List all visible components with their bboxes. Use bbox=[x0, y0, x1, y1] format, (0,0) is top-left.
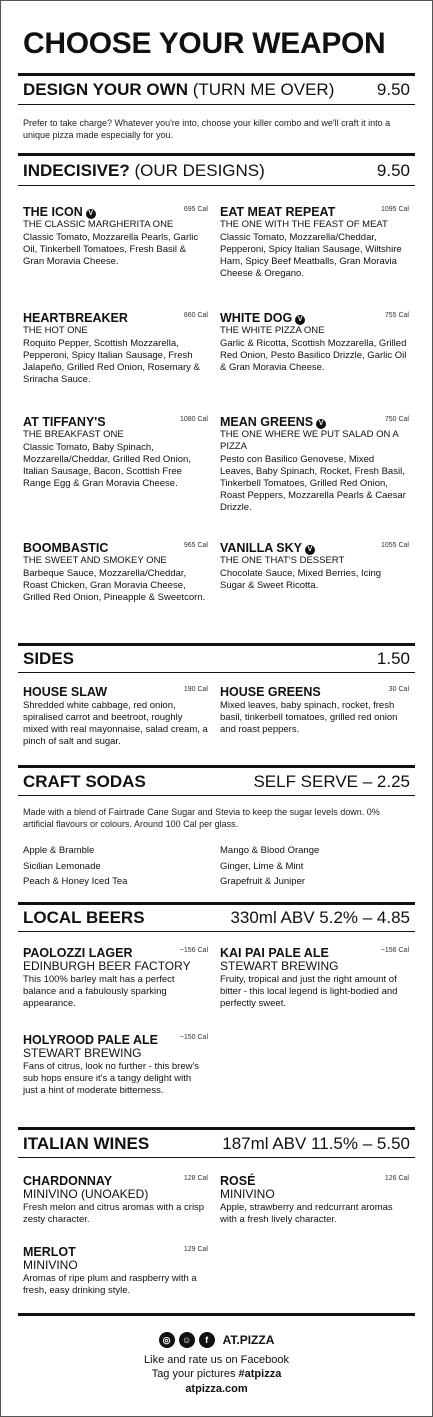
wine-item bbox=[23, 1174, 208, 1226]
divider bbox=[18, 1127, 415, 1130]
section-name: INDECISIVE? bbox=[23, 161, 130, 180]
item-name: ROSÉ bbox=[220, 1174, 256, 1188]
divider bbox=[18, 931, 415, 932]
facebook-line: Like and rate us on Facebook bbox=[144, 1354, 289, 1366]
soda-flavour: Peach & Honey Iced Tea bbox=[23, 876, 128, 887]
instagram-icon[interactable]: ◎ bbox=[159, 1332, 175, 1348]
section-craft-sodas bbox=[23, 772, 410, 792]
section-name: DESIGN YOUR OWN bbox=[23, 80, 188, 99]
soda-flavour: Ginger, Lime & Mint bbox=[220, 860, 304, 872]
divider bbox=[18, 73, 415, 76]
item-description: Roquito Pepper, Scottish Mozzarella, Pepperoni, Spicy Italian Sausage, Fresh Jalapeño, Grilled Red Onion, Rosemary & Sriracha Sauce. bbox=[23, 338, 200, 385]
item-name: PAOLOZZI LAGER bbox=[23, 946, 133, 960]
soda-flavour: Mango & Blood Orange bbox=[220, 845, 320, 856]
item-calories: 750 Cal bbox=[384, 416, 409, 423]
item-subtitle: THE SWEET AND SMOKEY ONE bbox=[23, 555, 167, 566]
item-subtitle: THE ONE THAT'S DESSERT bbox=[220, 555, 345, 566]
soda-list-left bbox=[23, 843, 127, 890]
item-description: Classic Tomato, Baby Spinach, Mozzarella/Cheddar, Grilled Red Onion, Italian Sausage, Bacon, Scottish Free Range Egg & Gran Moravia Cheese. bbox=[23, 442, 191, 489]
pizza-item bbox=[220, 541, 409, 592]
vegetarian-icon: V bbox=[295, 315, 305, 325]
pizza-item bbox=[23, 541, 208, 604]
beer-item bbox=[23, 946, 208, 1010]
pizza-item bbox=[23, 205, 208, 268]
section-indecisive bbox=[23, 161, 410, 181]
divider bbox=[18, 104, 415, 105]
item-name: BOOMBASTIC bbox=[23, 541, 109, 555]
pizza-item bbox=[220, 311, 409, 374]
item-subtitle: MINIVINO bbox=[220, 1187, 275, 1201]
social-row bbox=[1, 1332, 432, 1348]
section-name: SIDES bbox=[23, 649, 75, 668]
hashtag-line bbox=[1, 1367, 432, 1381]
item-subtitle: STEWART BREWING bbox=[23, 1046, 142, 1060]
vegetarian-icon: V bbox=[305, 545, 315, 555]
item-calories: ~156 Cal bbox=[380, 947, 409, 954]
page-title: CHOOSE YOUR WEAPON bbox=[23, 27, 386, 60]
divider bbox=[18, 1313, 415, 1316]
item-subtitle: THE ONE WITH THE FEAST OF MEAT bbox=[220, 219, 388, 230]
item-description: Barbeque Sauce, Mozzarella/Cheddar, Roast Chicken, Gran Moravia Cheese, Grilled Red Onion, Pineapple & Sweetcorn. bbox=[23, 568, 206, 603]
item-name: HEARTBREAKER bbox=[23, 311, 128, 325]
item-description: Classic Tomato, Mozzarella Pearls, Garlic Oil, Tinkerbell Tomatoes, Fresh Basil & Gran Moravia Cheese. bbox=[23, 232, 199, 267]
section-tag: (TURN ME OVER) bbox=[187, 80, 335, 99]
item-calories: 965 Cal bbox=[183, 542, 208, 549]
section-local-beers bbox=[23, 908, 410, 928]
side-item bbox=[220, 685, 409, 736]
divider bbox=[18, 1157, 415, 1158]
divider bbox=[18, 672, 415, 673]
hashtag-prefix: Tag your pictures bbox=[151, 1368, 239, 1380]
divider bbox=[18, 902, 415, 905]
website-link[interactable]: atpizza.com bbox=[185, 1383, 248, 1395]
item-name: KAI PAI PALE ALE bbox=[220, 946, 329, 960]
item-name: MERLOT bbox=[23, 1245, 76, 1259]
item-subtitle: EDINBURGH BEER FACTORY bbox=[23, 959, 191, 973]
facebook-icon[interactable]: f bbox=[199, 1332, 215, 1348]
side-item bbox=[23, 685, 208, 748]
divider bbox=[18, 765, 415, 768]
section-price: 9.50 bbox=[376, 80, 410, 99]
item-name: HOUSE GREENS bbox=[220, 685, 321, 699]
item-description: Apple, strawberry and redcurrant aromas with a fresh lively character. bbox=[220, 1202, 393, 1225]
section-tag: (OUR DESIGNS) bbox=[129, 161, 265, 180]
section-italian-wines bbox=[23, 1134, 410, 1154]
item-description: Pesto con Basilico Genovese, Mixed Leaves, Baby Spinach, Rocket, Fresh Basil, Tinkerbell Tomatoes, Grilled Red Onion, Roast Peppers, Mozzarella Pearls & Caesar Drizzle. bbox=[220, 454, 406, 513]
section-price: 187ml ABV 11.5% – 5.50 bbox=[222, 1134, 410, 1153]
item-calories: 860 Cal bbox=[183, 312, 208, 319]
item-name: VANILLA SKY bbox=[220, 541, 302, 555]
section-sides bbox=[23, 649, 410, 669]
vegetarian-icon: V bbox=[86, 209, 96, 219]
item-subtitle: THE HOT ONE bbox=[23, 325, 88, 336]
item-description: Aromas of ripe plum and raspberry with a fresh, easy drinking style. bbox=[23, 1273, 197, 1296]
item-name: HOUSE SLAW bbox=[23, 685, 108, 699]
item-name: EAT MEAT REPEAT bbox=[220, 205, 336, 219]
item-name: THE ICON bbox=[23, 205, 83, 219]
item-name: CHARDONNAY bbox=[23, 1174, 113, 1188]
beer-item bbox=[220, 946, 409, 1010]
item-name: HOLYROOD PALE ALE bbox=[23, 1033, 158, 1047]
design-note: Prefer to take charge? Whatever you're into, choose your killer combo and we'll craft it into a unique pizza made especially for you. bbox=[23, 118, 391, 140]
section-name: CRAFT SODAS bbox=[23, 772, 146, 791]
item-calories: 695 Cal bbox=[183, 206, 208, 213]
item-subtitle: MINIVINO (UNOAKED) bbox=[23, 1187, 149, 1201]
soda-flavour: Sicilian Lemonade bbox=[23, 860, 101, 872]
item-calories: 1080 Cal bbox=[179, 416, 208, 423]
item-subtitle: THE ONE WHERE WE PUT SALAD ON A PIZZA bbox=[220, 429, 399, 452]
sodas-note: Made with a blend of Fairtrade Cane Sugar and Stevia to keep the sugar levels down. 0% artificial flavours or colours. Around 100 Cal per glass. bbox=[23, 807, 380, 829]
item-subtitle: MINIVINO bbox=[23, 1258, 78, 1272]
item-name: AT TIFFANY'S bbox=[23, 415, 106, 429]
item-calories: 190 Cal bbox=[183, 686, 208, 693]
item-description: Fans of citrus, look no further - this brew's sub hops ensure it's a tangy delight with just a hint of moderate bitterness. bbox=[23, 1061, 200, 1096]
beer-item bbox=[23, 1033, 208, 1097]
item-subtitle: THE BREAKFAST ONE bbox=[23, 429, 124, 440]
item-calories: 129 Cal bbox=[183, 1246, 208, 1253]
item-description: This 100% barley malt has a perfect balance and a fabulously sparking appearance. bbox=[23, 974, 175, 1009]
pizza-item bbox=[220, 415, 409, 514]
pizza-item bbox=[23, 415, 208, 490]
divider bbox=[18, 795, 415, 796]
item-calories: 30 Cal bbox=[388, 686, 409, 693]
item-subtitle: THE CLASSIC MARGHERITA ONE bbox=[23, 219, 174, 230]
item-subtitle: THE WHITE PIZZA ONE bbox=[220, 325, 325, 336]
soda-flavour: Apple & Bramble bbox=[23, 845, 95, 856]
section-design-your-own bbox=[23, 80, 410, 100]
section-price: SELF SERVE – 2.25 bbox=[253, 772, 410, 791]
wine-item bbox=[23, 1245, 208, 1297]
item-calories: ~150 Cal bbox=[179, 1034, 208, 1041]
section-name: ITALIAN WINES bbox=[23, 1134, 150, 1153]
item-description: Fruity, tropical and just the right amount of bitter - this local legend is light-bodied and perfectly sweet. bbox=[220, 974, 398, 1009]
item-calories: 1055 Cal bbox=[380, 542, 409, 549]
pizza-item bbox=[23, 311, 208, 386]
soda-flavour: Grapefruit & Juniper bbox=[220, 876, 306, 887]
item-description: Fresh melon and citrus aromas with a crisp zesty character. bbox=[23, 1202, 205, 1225]
item-calories: 1095 Cal bbox=[380, 206, 409, 213]
item-description: Mixed leaves, baby spinach, rocket, fresh basil, tinkerbell tomatoes, grilled red onion and roast peppers. bbox=[220, 700, 398, 735]
item-calories: ~156 Cal bbox=[179, 947, 208, 954]
soda-list-right bbox=[220, 843, 319, 890]
item-subtitle: STEWART BREWING bbox=[220, 959, 339, 973]
divider bbox=[18, 153, 415, 156]
divider bbox=[18, 643, 415, 646]
item-calories: 755 Cal bbox=[384, 312, 409, 319]
section-price: 1.50 bbox=[376, 649, 410, 668]
wine-item bbox=[220, 1174, 409, 1226]
item-name: WHITE DOG bbox=[220, 311, 293, 325]
item-description: Chocolate Sauce, Mixed Berries, Icing Sugar & Sweet Ricotta. bbox=[220, 568, 382, 591]
snapchat-icon[interactable]: ☺ bbox=[179, 1332, 195, 1348]
section-price: 9.50 bbox=[376, 161, 410, 180]
hashtag[interactable]: #atpizza bbox=[238, 1368, 282, 1380]
item-description: Shredded white cabbage, red onion, spiralised carrot and beetroot, roughly mixed with real mayonnaise, salad cream, a pinch of salt and sugar. bbox=[23, 700, 208, 747]
vegetarian-icon: V bbox=[316, 419, 326, 429]
item-description: Garlic & Ricotta, Scottish Mozzarella, Grilled Red Onion, Pesto Basilico Drizzle, Garlic Oil & Gran Moravia Cheese. bbox=[220, 338, 407, 373]
item-calories: 126 Cal bbox=[384, 1175, 409, 1182]
item-calories: 128 Cal bbox=[183, 1175, 208, 1182]
section-price: 330ml ABV 5.2% – 4.85 bbox=[230, 908, 410, 927]
divider bbox=[18, 185, 415, 186]
item-description: Classic Tomato, Mozzarella/Cheddar, Pepperoni, Spicy Italian Sausage, Wiltshire Ham, Spicy Beef Meatballs, Gran Moravia Cheese & Oregano. bbox=[220, 232, 402, 279]
item-name: MEAN GREENS bbox=[220, 415, 314, 429]
pizza-item bbox=[220, 205, 409, 280]
social-handle[interactable]: AT.PIZZA bbox=[222, 1333, 275, 1347]
section-name: LOCAL BEERS bbox=[23, 908, 145, 927]
